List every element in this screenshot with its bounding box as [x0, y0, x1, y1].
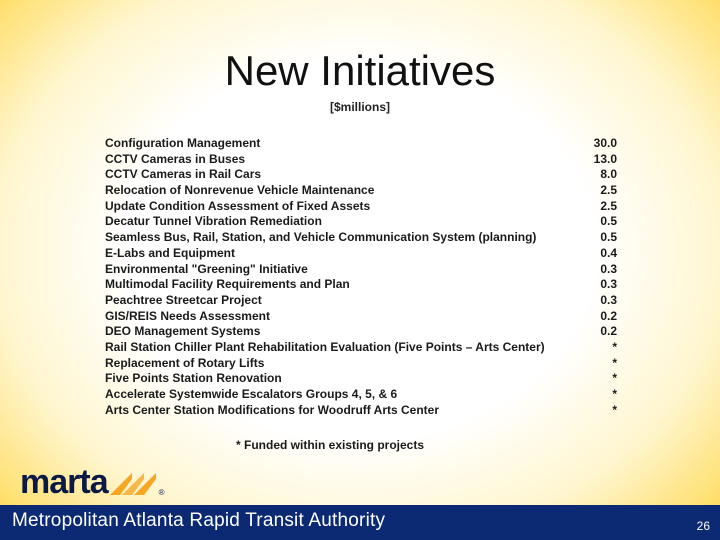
item-label: Replacement of Rotary Lifts	[105, 355, 265, 370]
item-label: Seamless Bus, Rail, Station, and Vehicle Communication System (planning)	[105, 230, 537, 245]
list-item	[105, 277, 617, 293]
list-item	[105, 356, 617, 372]
item-label: Relocation of Nonrevenue Vehicle Maintenance	[105, 183, 375, 198]
logo-wordmark: marta	[20, 463, 108, 501]
list-item	[105, 230, 617, 246]
list-item	[105, 387, 617, 403]
item-value: 0.2	[600, 308, 617, 323]
footnote: * Funded within existing projects	[236, 438, 425, 452]
item-value: 0.3	[600, 277, 617, 292]
item-value: 2.5	[600, 183, 617, 198]
list-item	[105, 214, 617, 230]
initiatives-list	[105, 136, 617, 418]
item-value: 8.0	[600, 167, 617, 182]
item-label: E-Labs and Equipment	[105, 245, 236, 260]
marta-logo	[20, 465, 165, 499]
list-item	[105, 340, 617, 356]
item-label: Accelerate Systemwide Escalators Groups 4, 5, & 6	[105, 387, 398, 401]
list-item	[105, 136, 617, 152]
item-value: 2.5	[600, 198, 617, 213]
list-item	[105, 324, 617, 340]
list-item	[105, 371, 617, 387]
item-value: 0.3	[600, 292, 617, 307]
list-item	[105, 309, 617, 325]
item-label: DEO Management Systems	[105, 324, 261, 339]
item-value: 0.4	[600, 245, 617, 260]
registered-mark: ®	[158, 488, 165, 497]
item-value: *	[612, 355, 617, 370]
item-label: CCTV Cameras in Buses	[105, 151, 246, 166]
item-label: Arts Center Station Modifications for Woodruff Arts Center	[105, 402, 440, 417]
list-item	[105, 152, 617, 168]
item-label: GIS/REIS Needs Assessment	[105, 308, 270, 323]
item-label: CCTV Cameras in Rail Cars	[105, 167, 262, 182]
item-value: *	[612, 387, 617, 401]
item-label: Configuration Management	[105, 136, 261, 150]
list-item	[105, 403, 617, 419]
item-value: *	[612, 402, 617, 417]
item-value: 13.0	[593, 151, 617, 166]
item-value: 0.3	[600, 261, 617, 276]
list-item	[105, 246, 617, 262]
item-value: *	[612, 339, 617, 354]
list-item	[105, 199, 617, 215]
agency-name: Metropolitan Atlanta Rapid Transit Authority	[12, 510, 386, 531]
item-label: Peachtree Streetcar Project	[105, 292, 262, 307]
list-item	[105, 293, 617, 309]
slide-title: New Initiatives	[224, 47, 496, 94]
item-value: 0.5	[600, 230, 617, 245]
item-value: *	[612, 371, 617, 386]
item-label: Update Condition Assessment of Fixed Assets	[105, 198, 371, 213]
item-value: 0.5	[600, 214, 617, 229]
item-label: Multimodal Facility Requirements and Plan	[105, 277, 350, 292]
list-item	[105, 183, 617, 199]
logo-stripes-icon	[110, 473, 156, 495]
slide-subtitle: [$millions]	[329, 100, 390, 114]
item-label: Five Points Station Renovation	[105, 371, 282, 386]
page-number: 26	[696, 519, 710, 533]
item-label: Decatur Tunnel Vibration Remediation	[105, 214, 322, 229]
list-item	[105, 262, 617, 278]
item-value: 0.2	[600, 324, 617, 339]
item-label: Environmental "Greening" Initiative	[105, 261, 308, 276]
list-item	[105, 167, 617, 183]
item-value: 30.0	[593, 136, 617, 150]
item-label: Rail Station Chiller Plant Rehabilitation Evaluation (Five Points – Arts Center)	[105, 339, 545, 354]
footer-bar	[0, 505, 720, 540]
